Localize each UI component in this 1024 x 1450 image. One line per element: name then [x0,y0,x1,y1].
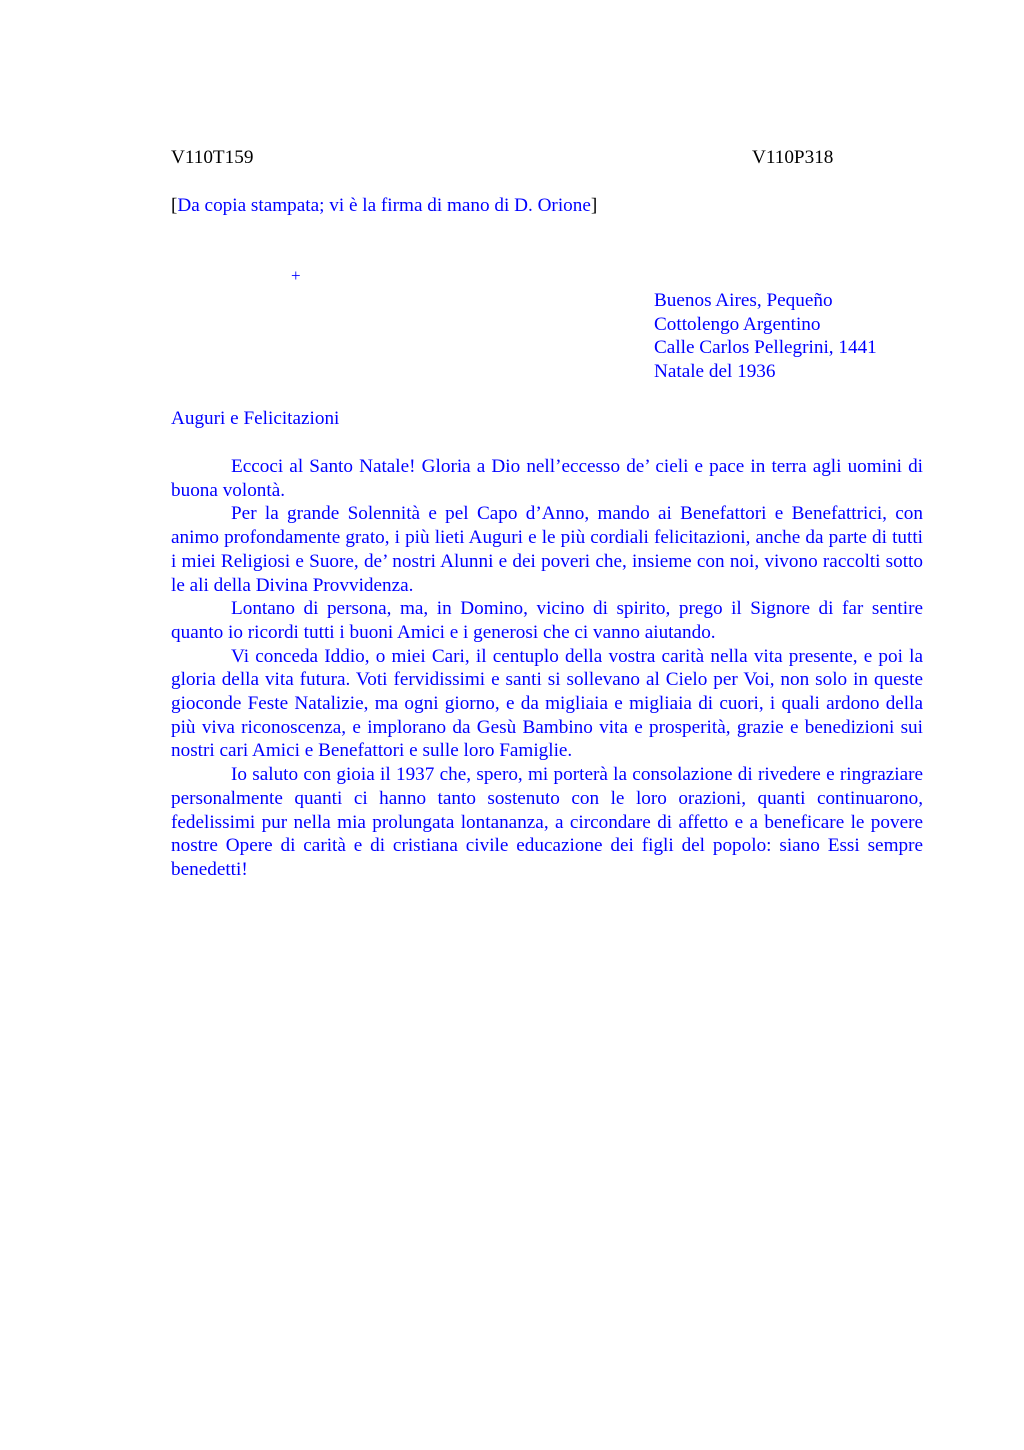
cross-symbol: + [291,266,301,285]
source-note-open-bracket: [ [171,195,178,216]
address-block [654,289,877,384]
letter-paragraph: Lontano di persona, ma, in Domino, vicino di spirito, prego il Signore di far sentire quanto io ricordi tutti i buoni Amici e i generosi che ci vanno aiutando. [171,598,923,643]
address-line: Buenos Aires, Pequeño [654,290,833,311]
document-code-left: V110T159 [171,147,254,168]
source-note-text: Da copia stampata; vi è la firma di mano di D. Orione [177,195,591,216]
document-code-right: V110P318 [752,147,834,168]
letter-body [171,455,923,882]
letter-paragraph: Eccoci al Santo Natale! Gloria a Dio nell’eccesso de’ cieli e pace in terra agli uomini di buona volontà. [171,456,923,501]
letter-paragraph: Io saluto con gioia il 1937 che, spero, mi porterà la consolazione di rivedere e ringraziare personalmente quanti ci hanno tanto sostenuto con le loro orazioni, quanti continuarono, fedelissimi pur nella mia prolungata lontananza, a circondare di affetto e a beneficare le povere nostre Opere di carità e di cristiana civile educazione dei figli del popolo: siano Essi sempre benedetti! [171,764,923,880]
address-line: Cottolengo Argentino [654,313,821,335]
letter-paragraph: Per la grande Solennità e pel Capo d’Anno, mando ai Benefattori e Benefattrici, con animo profondamente grato, i più lieti Auguri e le più cordiali felicitazioni, anche da parte di tutti i miei Religiosi e Suore, de’ nostri Alunni e dei poveri che, insieme con noi, vivono raccolti sotto le ali della Divina Provvidenza. [171,503,923,596]
source-note-close-bracket: ] [590,195,598,216]
address-line: Natale del 1936 [654,361,776,383]
letter-heading: Auguri e Felicitazioni [171,408,340,429]
source-note [171,194,597,218]
letter-paragraph: Vi conceda Iddio, o miei Cari, il centuplo della vostra carità nella vita presente, e poi la gloria della vita futura. Voti fervidissimi e santi si sollevano al Cielo per Voi, non solo in queste gioconde Feste Natalizie, ma ogni giorno, e da migliaia e migliaia di cuori, i quali ardono della più viva riconoscenza, e implorano da Gesù Bambino vita e prosperità, grazie e benedizioni sui nostri cari Amici e Benefattori e sulle loro Famiglie. [171,645,923,762]
address-line: Calle Carlos Pellegrini, 1441 [654,337,877,359]
